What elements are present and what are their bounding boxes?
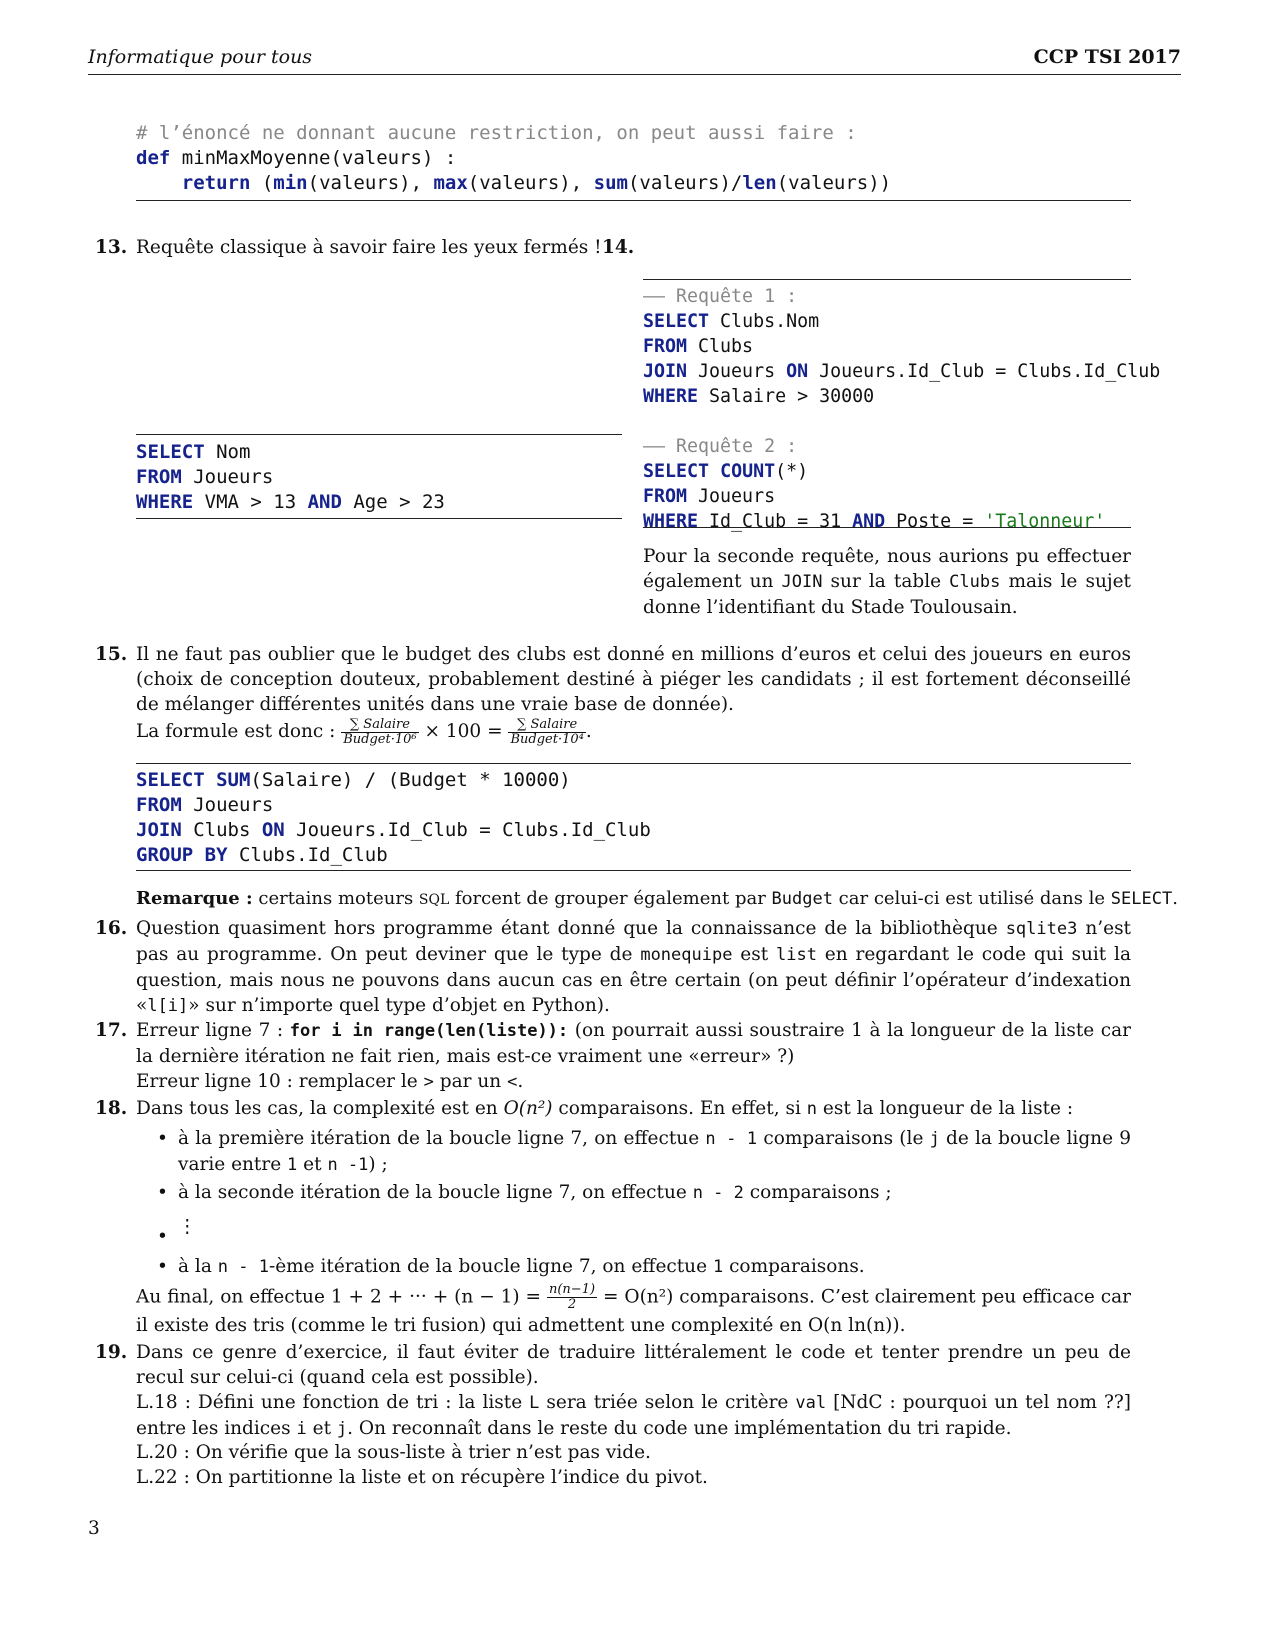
- question-text: [136, 916, 1131, 1019]
- code-keyword: len: [742, 172, 777, 194]
- inline-code: for i in range(len(liste)):: [289, 1021, 569, 1041]
- sql-comment: —— Requête 2 :: [643, 436, 798, 457]
- sql-comment: —— Requête 1 :: [643, 286, 798, 307]
- question-number: 19.: [95, 1342, 128, 1363]
- sql-text: Id_Club = 31: [698, 511, 853, 532]
- inline-code: n - 1: [217, 1257, 269, 1277]
- text-run: × 100 =: [418, 721, 509, 742]
- text-run: ) ;: [368, 1154, 388, 1175]
- code-block-sql: [643, 284, 1160, 534]
- page-number: 3: [88, 1518, 100, 1539]
- small-caps-sql: SQL: [418, 892, 450, 908]
- explanation-line: L.22 : On partitionne la liste et on récupère l’indice du pivot.: [136, 1467, 708, 1488]
- sql-text: Nom: [204, 441, 251, 463]
- sql-keyword: WHERE: [643, 386, 699, 407]
- text-run: L.18 : Défini une fonction de tri : la liste: [136, 1392, 530, 1413]
- code-rule: [136, 200, 1131, 201]
- code-keyword: max: [433, 172, 468, 194]
- inline-code: 1: [287, 1155, 298, 1175]
- inline-code: n -1: [327, 1155, 369, 1175]
- fraction-denominator: Budget·10⁴: [510, 731, 584, 747]
- math: O(n²): [503, 1098, 553, 1119]
- explanation-line: L.20 : On vérifie que la sous-liste à trier n’est pas vide.: [136, 1442, 651, 1463]
- list-item-ellipsis: ⋮: [178, 1216, 197, 1237]
- text-run: est: [732, 944, 777, 965]
- text-run: comparaisons (le: [757, 1128, 930, 1149]
- bullet-icon: •: [157, 1182, 168, 1203]
- question-number: 13.: [95, 237, 128, 258]
- question-number: 14.: [602, 237, 635, 258]
- inline-code: 1: [712, 1257, 724, 1277]
- inline-code: SELECT: [1110, 889, 1173, 909]
- inline-code: Clubs: [949, 572, 1001, 592]
- text-run: (on pourrait aussi soustraire 1 à la longueur de la liste car la dernière itération ne fait rien, mais est-ce vraiment une «erreur» ?): [136, 1020, 1132, 1067]
- sql-keyword: WHERE: [136, 491, 194, 513]
- text-run: n’est pas au programme. On peut deviner que le type de: [136, 918, 1131, 965]
- text-run: .: [585, 721, 592, 742]
- code-comment: # l’énoncé ne donnant aucune restriction, on peut aussi faire :: [136, 122, 857, 144]
- text-run: à la: [178, 1256, 218, 1277]
- sql-keyword: SELECT: [643, 311, 710, 332]
- text-run: = O(n²) comparaisons. C’est clairement peu efficace car il existe des tris (comme le tri fusion) qui admettent une complexité en O(n ln(n)).: [136, 1286, 1131, 1336]
- sql-text: Joueurs.Id_Club = Clubs.Id_Club: [808, 361, 1161, 382]
- text-run: sur la table: [822, 571, 950, 592]
- question-number: 17.: [95, 1020, 128, 1041]
- fraction-denominator: Budget·10⁶: [343, 731, 417, 747]
- inline-code: L: [529, 1393, 540, 1413]
- question-text: [136, 1018, 1131, 1095]
- sql-text: Joueurs: [181, 794, 274, 816]
- sql-keyword: ON: [261, 819, 285, 841]
- text-run: .: [517, 1071, 524, 1092]
- sql-keyword: JOIN: [136, 819, 182, 841]
- list-item: [178, 1126, 1131, 1178]
- text-run: en regardant le code qui suit la question, mais nous ne pouvons dans aucun cas en être certain (on peut définir l’opérateur d’indexation «: [136, 944, 1131, 1016]
- inline-code: n - 1: [705, 1129, 758, 1149]
- sql-text: Clubs.Id_Club: [227, 844, 388, 866]
- text-run: et: [306, 1418, 337, 1439]
- sql-text: (*): [775, 461, 809, 482]
- sql-keyword: FROM: [136, 794, 182, 816]
- inline-code: list: [776, 945, 817, 965]
- text-run: » sur n’importe quel type d’objet en Python).: [188, 995, 610, 1016]
- code-keyword: sum: [593, 172, 628, 194]
- inline-code: n: [806, 1099, 817, 1119]
- sql-keyword: AND: [852, 511, 886, 532]
- question-text: Requête classique à savoir faire les yeux fermés !: [136, 237, 602, 258]
- sql-text: Age > 23: [341, 491, 445, 513]
- fraction: [547, 1283, 597, 1312]
- bullet-icon: •: [157, 1226, 168, 1247]
- page-header: [88, 46, 1181, 75]
- sql-string: 'Talonneur': [984, 511, 1106, 532]
- code-rule: [136, 518, 622, 519]
- sql-keyword: FROM: [643, 486, 688, 507]
- sql-text: Clubs.Nom: [709, 311, 820, 332]
- inline-code: sqlite3: [1005, 919, 1078, 939]
- text-run: Erreur ligne 10 : remplacer le: [136, 1071, 424, 1092]
- code-rule: [643, 279, 1131, 280]
- text-run: à la seconde itération de la boucle ligne 7, on effectue: [178, 1182, 693, 1203]
- inline-code: i: [296, 1419, 307, 1439]
- code-rule: [136, 763, 1131, 764]
- inline-code: Budget: [771, 889, 833, 909]
- sql-keyword: SELECT: [643, 461, 710, 482]
- code-keyword: return: [181, 172, 251, 194]
- sql-text: Poste =: [885, 511, 985, 532]
- sql-text: Joueurs: [687, 361, 787, 382]
- sql-keyword: WHERE: [643, 511, 699, 532]
- sql-text: (Salaire) / (Budget * 10000): [250, 769, 571, 791]
- text-run: comparaisons ;: [743, 1182, 892, 1203]
- text-run: forcent de grouper également par: [449, 888, 772, 909]
- inline-code: JOIN: [781, 572, 823, 592]
- question-text: [136, 1096, 1131, 1122]
- sql-text: Salaire > 30000: [698, 386, 875, 407]
- inline-code: n - 2: [692, 1183, 744, 1203]
- inline-code: >: [423, 1072, 434, 1092]
- code-keyword: def: [136, 147, 171, 169]
- list-item: [178, 1254, 1131, 1280]
- text-run: [NdC : pourquoi un tel nom ??] entre les indices: [136, 1392, 1132, 1439]
- sql-keyword: SUM: [216, 769, 251, 791]
- text-run: -ème itération de la boucle ligne 7, on effectue: [268, 1256, 713, 1277]
- sql-keyword: ON: [786, 361, 809, 382]
- question-text: Dans ce genre d’exercice, il faut éviter de traduire littéralement le code et tenter prendre un peu de recul sur celui-ci (quand cela est possible).: [136, 1342, 1131, 1388]
- code-block-sql: [136, 440, 445, 515]
- text-run: par un: [433, 1071, 508, 1092]
- conclusion: [136, 1283, 1131, 1339]
- fraction: [341, 718, 418, 747]
- inline-code: val: [795, 1393, 827, 1413]
- inline-code: j: [929, 1129, 940, 1149]
- code-rule: [136, 434, 622, 435]
- text-run: Erreur ligne 7 :: [136, 1020, 290, 1041]
- sql-text: Clubs: [181, 819, 262, 841]
- text-run: Au final, on effectue 1 + 2 + ··· + (n − 1) =: [136, 1286, 547, 1308]
- fraction-numerator: ∑ Salaire: [508, 718, 585, 733]
- text-run: car celui-ci est utilisé dans le: [832, 888, 1111, 909]
- question-number: 18.: [95, 1098, 128, 1119]
- text-run: de la boucle ligne 9 varie entre: [178, 1128, 1131, 1175]
- sql-keyword: FROM: [136, 466, 182, 488]
- sql-keyword: COUNT: [720, 461, 776, 482]
- inline-code: l[i]: [147, 996, 189, 1016]
- text-run: . On reconnaît dans le reste du code une implémentation du tri rapide.: [347, 1418, 1012, 1439]
- formula-line: [136, 715, 1131, 749]
- fraction: [508, 718, 585, 747]
- text-run: est la longueur de la liste :: [817, 1098, 1074, 1119]
- question-number: 16.: [95, 918, 128, 939]
- text-run: .: [1172, 888, 1178, 909]
- code-keyword: min: [273, 172, 308, 194]
- sql-text: Clubs: [687, 336, 754, 357]
- text-run: Dans tous les cas, la complexité est en: [136, 1098, 504, 1119]
- sql-keyword: SELECT: [136, 769, 205, 791]
- text-run: et: [297, 1154, 328, 1175]
- bullet-icon: •: [157, 1256, 168, 1277]
- inline-code: <: [507, 1072, 518, 1092]
- text-run: La formule est donc :: [136, 721, 342, 742]
- sql-text: Joueurs: [687, 486, 776, 507]
- question-note: [643, 544, 1131, 620]
- fraction-denominator: 2: [567, 1297, 577, 1312]
- text-run: Question quasiment hors programme étant donné que la connaissance de la bibliothèque: [136, 918, 1006, 939]
- fraction-numerator: ∑ Salaire: [341, 718, 418, 733]
- remark: [136, 886, 1178, 913]
- sql-keyword: SELECT: [136, 441, 205, 463]
- sql-keyword: JOIN: [643, 361, 688, 382]
- fraction-numerator: n(n−1): [548, 1282, 596, 1297]
- code-text: minMaxMoyenne(valeurs) :: [170, 147, 457, 169]
- sql-keyword: AND: [307, 491, 342, 513]
- code-rule: [136, 870, 1131, 871]
- list-item: [178, 1180, 1131, 1206]
- text-run: Pour la seconde requête, nous aurions pu effectuer également un: [643, 546, 1131, 592]
- code-block-python: # l’énoncé ne donnant aucune restriction, on peut aussi faire : def minMaxMoyenne(valeurs) : return (min(valeurs), max(valeurs), sum(valeurs)/len(valeurs)): [136, 122, 892, 194]
- inline-code: j: [336, 1419, 348, 1439]
- question-number: 15.: [95, 644, 128, 665]
- sql-text: VMA > 13: [193, 491, 308, 513]
- bullet-icon: •: [157, 1128, 168, 1149]
- sql-keyword: GROUP BY: [136, 844, 228, 866]
- question-text: Il ne faut pas oublier que le budget des clubs est donné en millions d’euros et celui des joueurs en euros (choix de conception douteux, probablement destiné à piéger les candidats ; il est fortement déconseillé de mélanger différentes unités dans une vraie base de donnée).: [136, 644, 1131, 715]
- text-run: à la première itération de la boucle ligne 7, on effectue: [178, 1128, 706, 1149]
- sql-text: Joueurs.Id_Club = Clubs.Id_Club: [284, 819, 651, 841]
- remark-label: Remarque :: [136, 888, 253, 909]
- code-rule: [643, 527, 1131, 528]
- explanation-line: [136, 1390, 1131, 1442]
- code-block-sql: [136, 768, 651, 868]
- text-run: comparaisons.: [723, 1256, 865, 1277]
- text-run: certains moteurs: [252, 888, 419, 909]
- text-run: comparaisons. En effet, si: [552, 1098, 807, 1119]
- header-right: CCP TSI 2017: [1033, 46, 1181, 68]
- sql-text: Joueurs: [181, 466, 274, 488]
- sql-keyword: FROM: [643, 336, 688, 357]
- text-run: mais le sujet donne l’identifiant du Stade Toulousain.: [643, 571, 1131, 618]
- header-left: Informatique pour tous: [88, 46, 313, 68]
- text-run: sera triée selon le critère: [539, 1392, 796, 1413]
- inline-code: monequipe: [640, 945, 733, 965]
